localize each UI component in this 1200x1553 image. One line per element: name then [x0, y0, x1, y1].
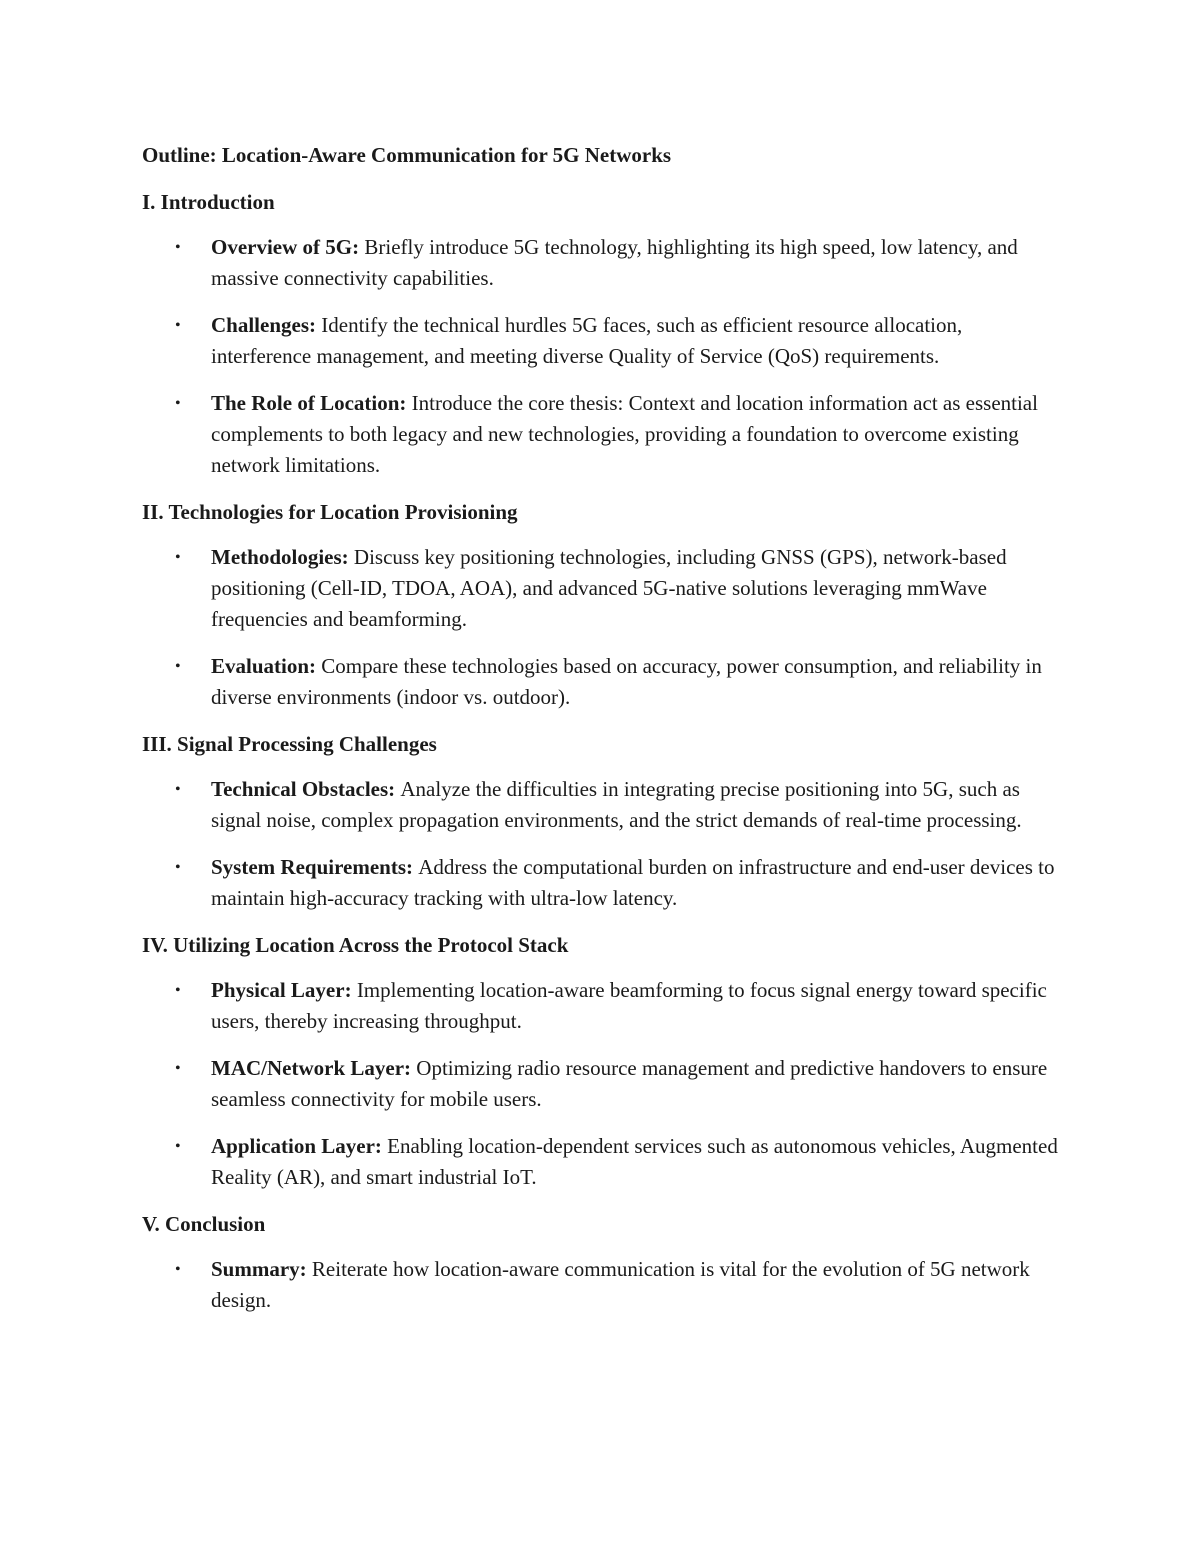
list-item [142, 542, 1067, 635]
section-heading: I. Introduction [142, 190, 275, 214]
list-item [142, 975, 1067, 1037]
bullet-icon: • [175, 658, 181, 675]
bullet-list [142, 542, 1067, 713]
bullet-icon: • [175, 1138, 181, 1155]
bullet-icon: • [175, 239, 181, 256]
bullet-text: Discuss key positioning technologies, including GNSS (GPS), network-based positioning (Cell-ID, TDOA, AOA), and advanced 5G-native solutions leveraging mmWave frequencies and beamforming. [211, 545, 1007, 631]
section-heading: III. Signal Processing Challenges [142, 732, 437, 756]
section-conclusion [142, 1209, 1067, 1316]
bullet-icon: • [175, 859, 181, 876]
bullet-list [142, 774, 1067, 914]
bullet-term: Application Layer: [211, 1134, 388, 1158]
list-item [142, 1131, 1067, 1193]
bullet-term: Physical Layer: [211, 978, 357, 1002]
bullet-term: Challenges: [211, 313, 322, 337]
bullet-term: MAC/Network Layer: [211, 1056, 417, 1080]
bullet-icon: • [175, 1261, 181, 1278]
list-item [142, 388, 1067, 481]
list-item [142, 232, 1067, 294]
bullet-text: Address the computational burden on infrastructure and end-user devices to maintain high-accuracy tracking with ultra-low latency. [211, 855, 1055, 910]
bullet-text: Compare these technologies based on accuracy, power consumption, and reliability in diverse environments (indoor vs. outdoor). [211, 654, 1042, 709]
document-title: Outline: Location-Aware Communication for 5G Networks [142, 143, 672, 167]
section-protocol-stack [142, 930, 1067, 1193]
bullet-term: Technical Obstacles: [211, 777, 401, 801]
list-item [142, 310, 1067, 372]
list-item [142, 651, 1067, 713]
bullet-list [142, 975, 1067, 1193]
bullet-text: Analyze the difficulties in integrating precise positioning into 5G, such as signal noise, complex propagation environments, and the strict demands of real-time processing. [211, 777, 1022, 832]
document-page [142, 140, 1067, 1332]
bullet-term: Evaluation: [211, 654, 322, 678]
section-introduction [142, 187, 1067, 481]
section-signal-processing [142, 729, 1067, 914]
bullet-term: Methodologies: [211, 545, 354, 569]
bullet-text: Introduce the core thesis: Context and location information act as essential complements to both legacy and new technologies, providing a foundation to overcome existing network limitations. [211, 391, 1038, 477]
bullet-term: Overview of 5G: [211, 235, 365, 259]
bullet-icon: • [175, 781, 181, 798]
section-heading: II. Technologies for Location Provisioning [142, 500, 518, 524]
bullet-icon: • [175, 1060, 181, 1077]
bullet-icon: • [175, 317, 181, 334]
bullet-text: Enabling location-dependent services such as autonomous vehicles, Augmented Reality (AR), and smart industrial IoT. [211, 1134, 1058, 1189]
section-heading: IV. Utilizing Location Across the Protocol Stack [142, 933, 569, 957]
bullet-term: System Requirements: [211, 855, 419, 879]
bullet-icon: • [175, 395, 181, 412]
bullet-term: The Role of Location: [211, 391, 412, 415]
bullet-text: Optimizing radio resource management and predictive handovers to ensure seamless connectivity for mobile users. [211, 1056, 1048, 1111]
list-item [142, 1254, 1067, 1316]
bullet-icon: • [175, 549, 181, 566]
bullet-text: Reiterate how location-aware communication is vital for the evolution of 5G network design. [211, 1257, 1030, 1312]
bullet-list [142, 1254, 1067, 1316]
bullet-list [142, 232, 1067, 481]
bullet-icon: • [175, 982, 181, 999]
section-technologies [142, 497, 1067, 713]
bullet-text: Identify the technical hurdles 5G faces, such as efficient resource allocation, interference management, and meeting diverse Quality of Service (QoS) requirements. [211, 313, 963, 368]
list-item [142, 774, 1067, 836]
section-heading: V. Conclusion [142, 1212, 266, 1236]
list-item [142, 852, 1067, 914]
bullet-text: Implementing location-aware beamforming to focus signal energy toward specific users, thereby increasing throughput. [211, 978, 1047, 1033]
list-item [142, 1053, 1067, 1115]
bullet-text: Briefly introduce 5G technology, highlighting its high speed, low latency, and massive connectivity capabilities. [211, 235, 1018, 290]
bullet-term: Summary: [211, 1257, 312, 1281]
